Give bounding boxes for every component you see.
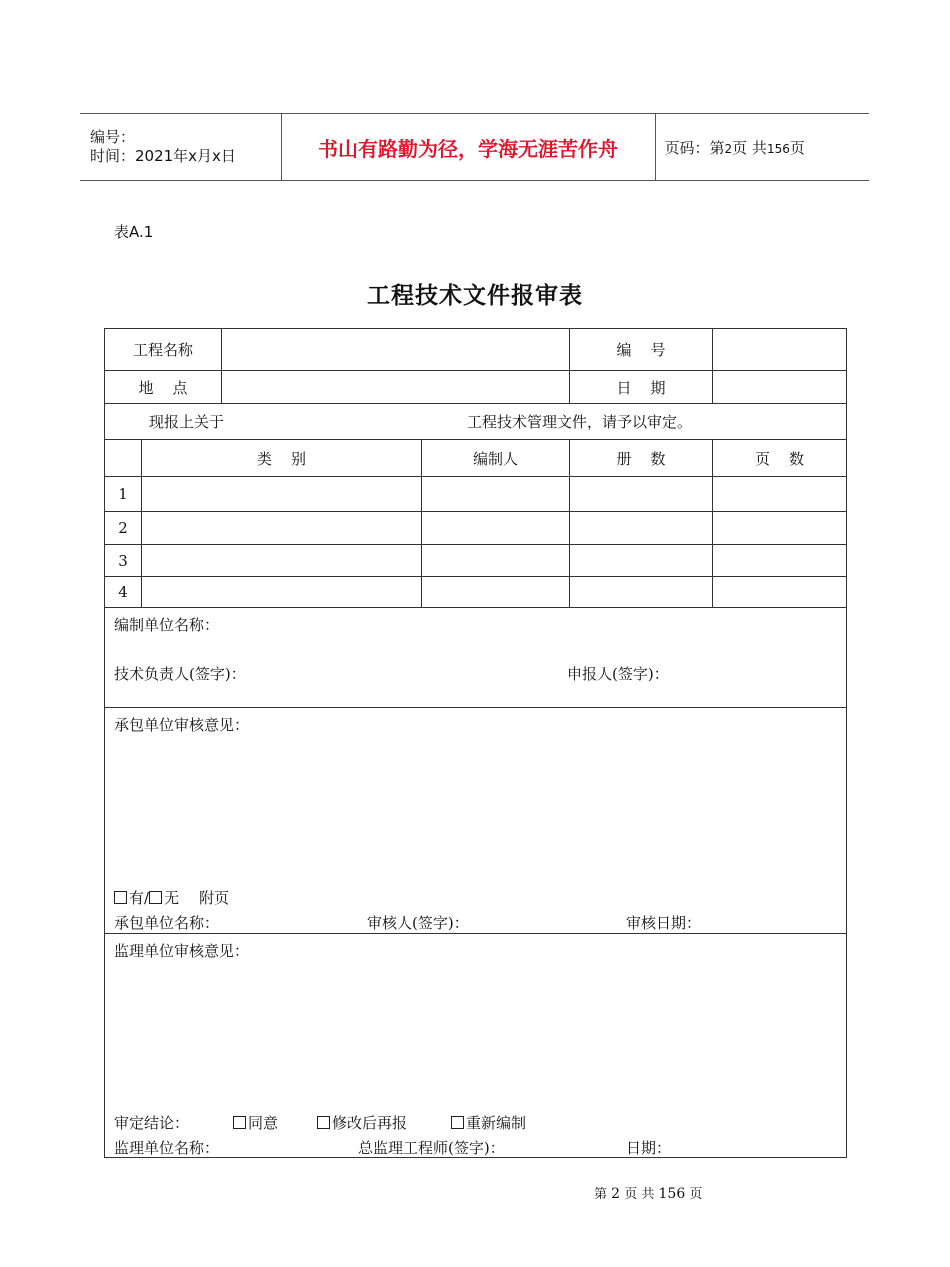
row-category-field[interactable]	[142, 512, 422, 545]
checkbox-redo[interactable]	[451, 1116, 464, 1129]
supervisor-section	[105, 934, 847, 1158]
table-label: 表A.1	[114, 223, 154, 241]
header-motto: 书山有路勤为径，学海无涯苦作舟	[281, 114, 655, 181]
row-category-field[interactable]	[142, 477, 422, 512]
row-volumes-field[interactable]	[570, 512, 713, 545]
col-category: 类 别	[142, 440, 422, 477]
footer-prefix: 第	[594, 1187, 608, 1202]
row-author-field[interactable]	[422, 512, 570, 545]
attachment-has-label: 有/	[129, 889, 150, 907]
header-page-prefix: 页码：第	[664, 138, 725, 157]
header-page-suffix: 页	[789, 138, 805, 157]
row-volumes-field[interactable]	[570, 477, 713, 512]
col-volumes: 册 数	[570, 440, 713, 477]
location-field[interactable]	[222, 371, 570, 404]
chief-engineer-label: 总监理工程师(签字)：	[358, 1139, 505, 1157]
checkbox-agree[interactable]	[233, 1116, 246, 1129]
conclusion-label: 审定结论：	[114, 1114, 190, 1132]
contractor-section	[105, 708, 847, 934]
contractor-unit-label: 承包单位名称：	[114, 914, 220, 932]
contractor-date-label: 审核日期：	[626, 914, 702, 932]
checkbox-has-attachment[interactable]	[114, 891, 127, 904]
option-agree[interactable]	[233, 1112, 278, 1133]
row-volumes-field[interactable]	[570, 545, 713, 577]
statement-prefix: 现报上关于	[149, 413, 225, 431]
header-page-info	[655, 114, 869, 181]
header-meta	[80, 114, 281, 181]
option-agree-label: 同意	[248, 1114, 279, 1132]
col-author: 编制人	[422, 440, 570, 477]
row-index: 1	[105, 477, 142, 512]
option-revise-label: 修改后再报	[332, 1114, 408, 1132]
attachment-line	[114, 887, 229, 908]
contractor-opinion-label: 承包单位审核意见：	[114, 716, 250, 734]
footer-suffix: 页	[689, 1187, 703, 1202]
footer-mid: 页 共	[624, 1187, 655, 1202]
attachment-none-label: 无	[164, 889, 180, 907]
header-page-mid: 页 共	[732, 138, 767, 157]
preparation-section	[105, 608, 847, 708]
footer-total: 156	[658, 1186, 686, 1202]
statement-row	[105, 404, 847, 440]
location-label: 地 点	[105, 371, 222, 404]
row-index: 4	[105, 577, 142, 608]
conclusion-line	[114, 1112, 189, 1133]
row-index: 3	[105, 545, 142, 577]
row-pages-field[interactable]	[713, 577, 847, 608]
prep-unit-label: 编制单位名称：	[114, 616, 220, 634]
supervisor-opinion-label: 监理单位审核意见：	[114, 942, 250, 960]
table-row	[105, 512, 847, 545]
option-redo[interactable]	[451, 1112, 526, 1133]
number-label: 编 号	[570, 329, 713, 371]
header-number-label: 编号：	[90, 128, 136, 146]
prep-tech-lead-label: 技术负责人(签字)：	[114, 665, 246, 683]
project-name-field[interactable]	[222, 329, 570, 371]
document-title: 工程技术文件报审表	[367, 283, 583, 309]
row-author-field[interactable]	[422, 477, 570, 512]
col-pages: 页 数	[713, 440, 847, 477]
row-category-field[interactable]	[142, 577, 422, 608]
option-revise[interactable]	[317, 1112, 407, 1133]
table-row	[105, 577, 847, 608]
header-page-current: 2	[724, 141, 733, 156]
row-category-field[interactable]	[142, 545, 422, 577]
attachment-label: 附页	[199, 889, 230, 907]
supervisor-date-label: 日期：	[626, 1139, 672, 1157]
number-field[interactable]	[713, 329, 847, 371]
checkbox-no-attachment[interactable]	[149, 891, 162, 904]
contractor-reviewer-label: 审核人(签字)：	[367, 914, 469, 932]
row-volumes-field[interactable]	[570, 577, 713, 608]
row-pages-field[interactable]	[713, 512, 847, 545]
project-name-label: 工程名称	[105, 329, 222, 371]
row-index: 2	[105, 512, 142, 545]
table-row	[105, 545, 847, 577]
header-time: 时间：2021年x月x日	[90, 147, 236, 165]
footer-current: 2	[611, 1186, 621, 1202]
prep-reporter-label: 申报人(签字)：	[567, 665, 669, 683]
page-header	[80, 113, 869, 181]
row-author-field[interactable]	[422, 545, 570, 577]
statement-suffix: 工程技术管理文件，请予以审定。	[467, 413, 693, 431]
row-pages-field[interactable]	[713, 477, 847, 512]
row-pages-field[interactable]	[713, 545, 847, 577]
header-page-total: 156	[766, 141, 790, 156]
date-label: 日 期	[570, 371, 713, 404]
index-header	[105, 440, 142, 477]
option-redo-label: 重新编制	[466, 1114, 527, 1132]
supervisor-unit-label: 监理单位名称：	[114, 1139, 220, 1157]
review-form	[104, 328, 847, 1158]
date-field[interactable]	[713, 371, 847, 404]
table-row	[105, 477, 847, 512]
page-footer	[594, 1183, 702, 1202]
row-author-field[interactable]	[422, 577, 570, 608]
checkbox-revise[interactable]	[317, 1116, 330, 1129]
